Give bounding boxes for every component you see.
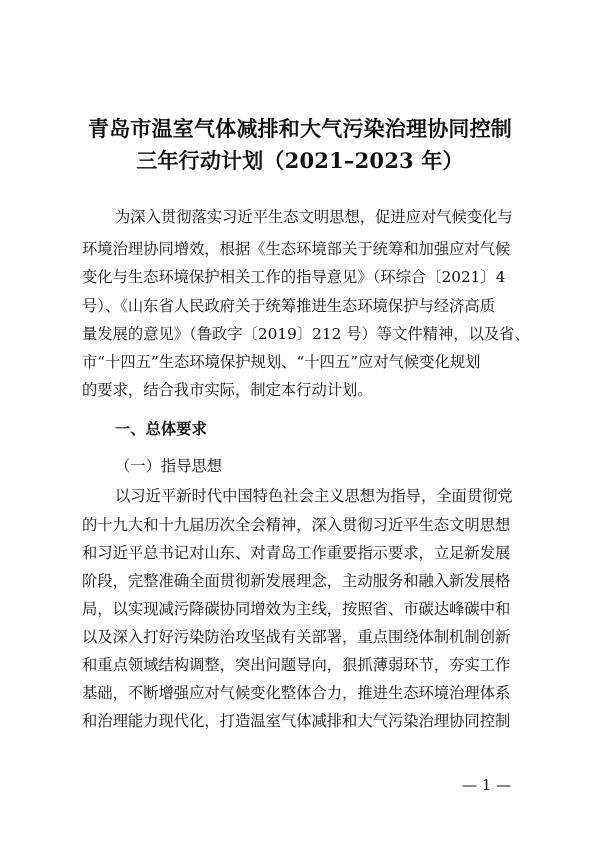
intro-paragraph-line: 变化与生态环境保护相关工作的指导意见》（环综合〔2021〕4 [82,268,506,286]
document-title-line-1: 青岛市温室气体减排和大气污染治理协同控制 [88,116,512,141]
guiding-paragraph-line: 和习近平总书记对山东、对青岛工作重要指示要求，立足新发展 [82,544,511,562]
document-title-line-2: 三年行动计划（2021–2023 年） [136,148,464,173]
intro-paragraph-line: 为深入贯彻落实习近平生态文明思想，促进应对气候变化与 [115,208,513,226]
intro-paragraph-line: 市“十四五”生态环境保护规划、“十四五”应对气候变化规划 [82,353,481,371]
subsection-heading: （一）指导思想 [115,457,223,475]
guiding-paragraph-line: 阶段，完整准确全面贯彻新发展理念，主动服务和融入新发展格 [82,572,511,590]
guiding-paragraph-line: 和治理能力现代化，打造温室气体减排和大气污染治理协同控制 [82,712,511,730]
guiding-paragraph-line: 的十九大和十九届历次全会精神，深入贯彻习近平生态文明思想 [82,516,511,534]
guiding-paragraph-line: 和重点领域结构调整，突出问题导向，狠抓薄弱环节，夯实工作 [82,656,511,674]
intro-paragraph-line: 量发展的意见》（鲁政字〔2019〕212 号）等文件精神，以及省、 [82,325,530,343]
guiding-paragraph-line: 以及深入打好污染防治攻坚战有关部署，重点围绕体制机制创新 [82,628,511,646]
guiding-paragraph-line: 局，以实现减污降碳协同增效为主线，按照省、市碳达峰碳中和 [82,600,511,618]
intro-paragraph-line: 环境治理协同增效，根据《生态环境部关于统筹和加强应对气候 [82,240,511,258]
guiding-paragraph-line: 以习近平新时代中国特色社会主义思想为指导，全面贯彻党 [115,487,513,505]
page-number: — 1 — [462,776,512,794]
guiding-paragraph-line: 基础，不断增强应对气候变化整体合力，推进生态环境治理体系 [82,684,511,702]
section-heading: 一、总体要求 [115,420,207,438]
intro-paragraph-line: 号）、《山东省人民政府关于统筹推进生态环境保护与经济高质 [82,297,496,315]
intro-paragraph-line: 的要求，结合我市实际，制定本行动计划。 [82,381,373,399]
